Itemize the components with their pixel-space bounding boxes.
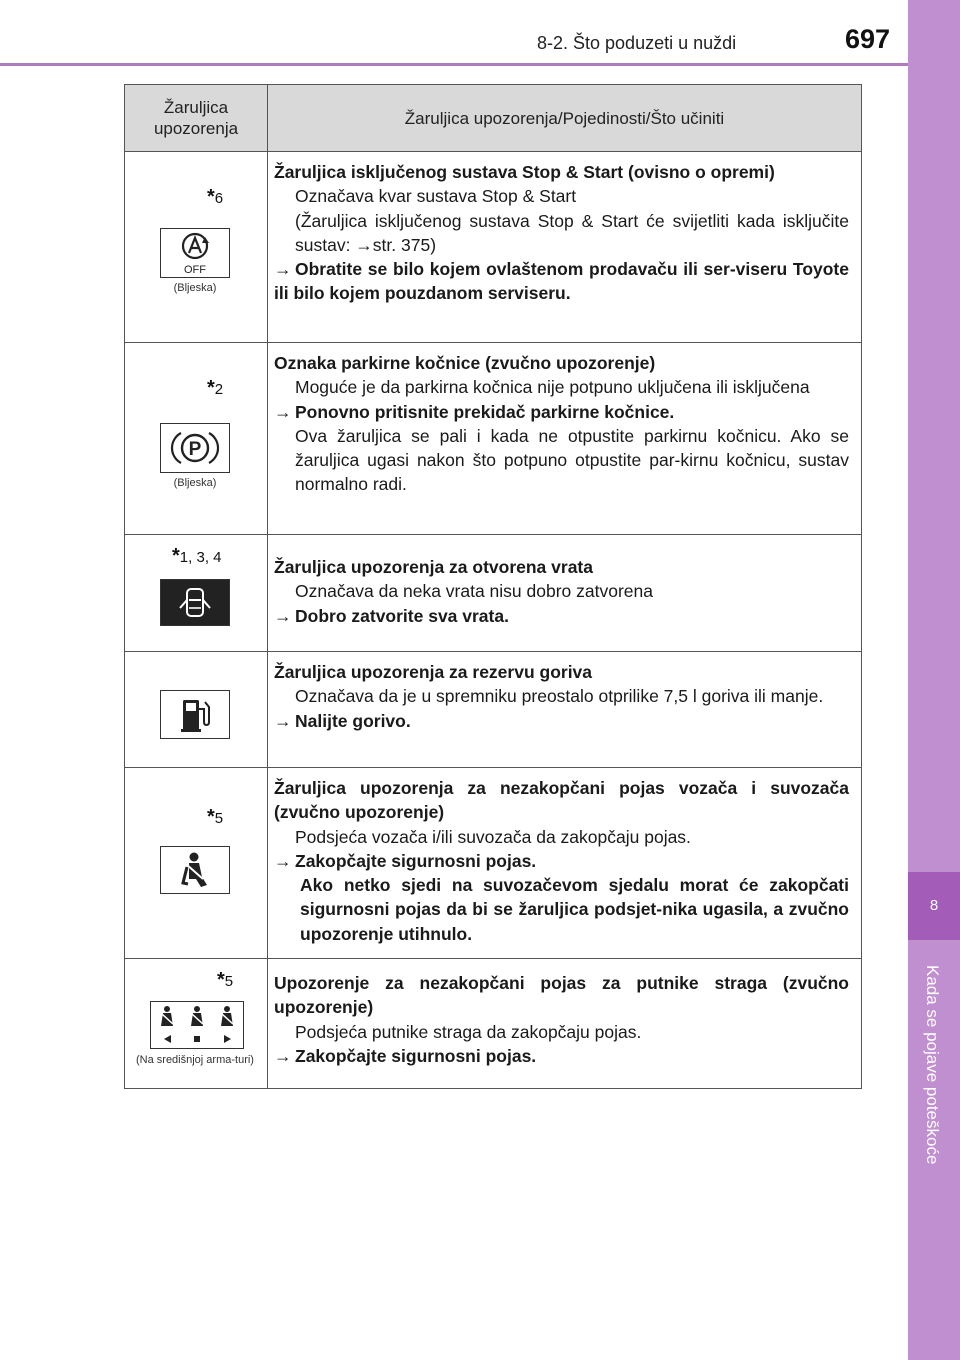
detail-text: Označava kvar sustava Stop & Start [295, 186, 577, 207]
warning-title: Oznaka parkirne kočnice (zvučno upozorenje) [274, 353, 656, 373]
parking-brake-icon [160, 423, 230, 473]
footnote-marker: *2 [207, 377, 224, 399]
open-door-icon [160, 579, 230, 626]
low-fuel-icon [160, 690, 230, 739]
action-text: → Zakopčajte sigurnosni pojas. [274, 1045, 537, 1066]
detail-text: Podsjeća vozača i/ili suvozača da zakopčaju pojas. [295, 826, 691, 847]
action-text: → Zakopčajte sigurnosni pojas. [274, 850, 537, 871]
table-row [125, 768, 862, 959]
svg-text:OFF: OFF [184, 264, 206, 276]
detail-text: Označava da neka vrata nisu dobro zatvorena [295, 581, 653, 602]
table-row [125, 535, 862, 652]
chapter-sidebar [908, 0, 960, 1360]
warning-title: Žaruljica upozorenja za rezervu goriva [274, 662, 593, 682]
rear-seatbelt-icon [150, 1001, 244, 1049]
warning-title: Žaruljica upozorenja za otvorena vrata [274, 557, 593, 577]
section-title: 8-2. Što poduzeti u nuždi [537, 33, 737, 53]
chapter-number: 8 [929, 897, 939, 914]
svg-text:P: P [188, 439, 202, 460]
action-text: → Ponovno pritisnite prekidač parkirne kočnice. [274, 401, 675, 422]
icon-caption: (Bljeska) [173, 282, 217, 294]
warning-title: Upozorenje za nezakopčani pojas za putnike straga (zvučno upozorenje) [274, 973, 849, 1018]
note-text: Ako netko sjedi na suvozačevom sjedalu morat će zakopčati sigurnosni pojas da bi se žaruljica podsjet-nika ugasila, a zvučno upozorenje utihnulo. [300, 875, 849, 944]
action-text: → Dobro zatvorite sva vrata. [274, 605, 509, 626]
warning-title: Žaruljica upozorenja za nezakopčani pojas vozača i suvozača (zvučno upozorenje) [274, 778, 849, 823]
chapter-title: Kada se pojave poteškoće [923, 965, 942, 1165]
warning-title: Žaruljica isključenog sustava Stop & Start (ovisno o opremi) [274, 162, 775, 182]
table-header-row [125, 85, 862, 152]
action-text: → Nalijte gorivo. [274, 710, 411, 731]
page-header [0, 0, 908, 64]
warning-lights-table [124, 84, 862, 1089]
header-rule [0, 63, 908, 66]
stop-start-off-icon [160, 228, 230, 278]
page-number: 697 [845, 24, 891, 54]
footnote-marker: *1, 3, 4 [172, 545, 222, 567]
seatbelt-icon [160, 846, 230, 894]
table-row [125, 152, 862, 343]
action-text: → Obratite se bilo kojem ovlaštenom prodavaču ili ser-viseru Toyote ili bilo kojem pouzdanom serviseru. [274, 259, 849, 304]
icon-caption: (Bljeska) [173, 477, 217, 489]
table-row [125, 652, 862, 768]
icon-caption: (Na središnjoj arma-turi) [136, 1054, 254, 1066]
table-row [125, 959, 862, 1089]
table-row [125, 343, 862, 535]
footnote-marker: *5 [217, 969, 234, 991]
header-warning-light: Žaruljica upozorenja [125, 85, 268, 152]
detail-text: Podsjeća putnike straga da zakopčaju pojas. [295, 1021, 642, 1042]
detail-text: (Žaruljica isključenog sustava Stop & Start će svijetliti kada isključite sustav: →str. 375) [295, 210, 849, 255]
note-text: Ova žaruljica se pali i kada ne otpustite parkirnu kočnicu. Ako se žaruljica ugasi nakon što potpuno otpustite par-kirnu kočnicu, sustav normalno radi. [295, 425, 849, 495]
footnote-marker: *5 [207, 806, 224, 828]
header-details: Žaruljica upozorenja/Pojedinosti/Što učiniti [268, 85, 862, 152]
detail-text: Označava da je u spremniku preostalo otprilike 7,5 l goriva ili manje. [295, 686, 824, 707]
detail-text: Moguće je da parkirna kočnica nije potpuno uključena ili isključena [295, 377, 810, 398]
footnote-marker: *6 [207, 186, 224, 208]
